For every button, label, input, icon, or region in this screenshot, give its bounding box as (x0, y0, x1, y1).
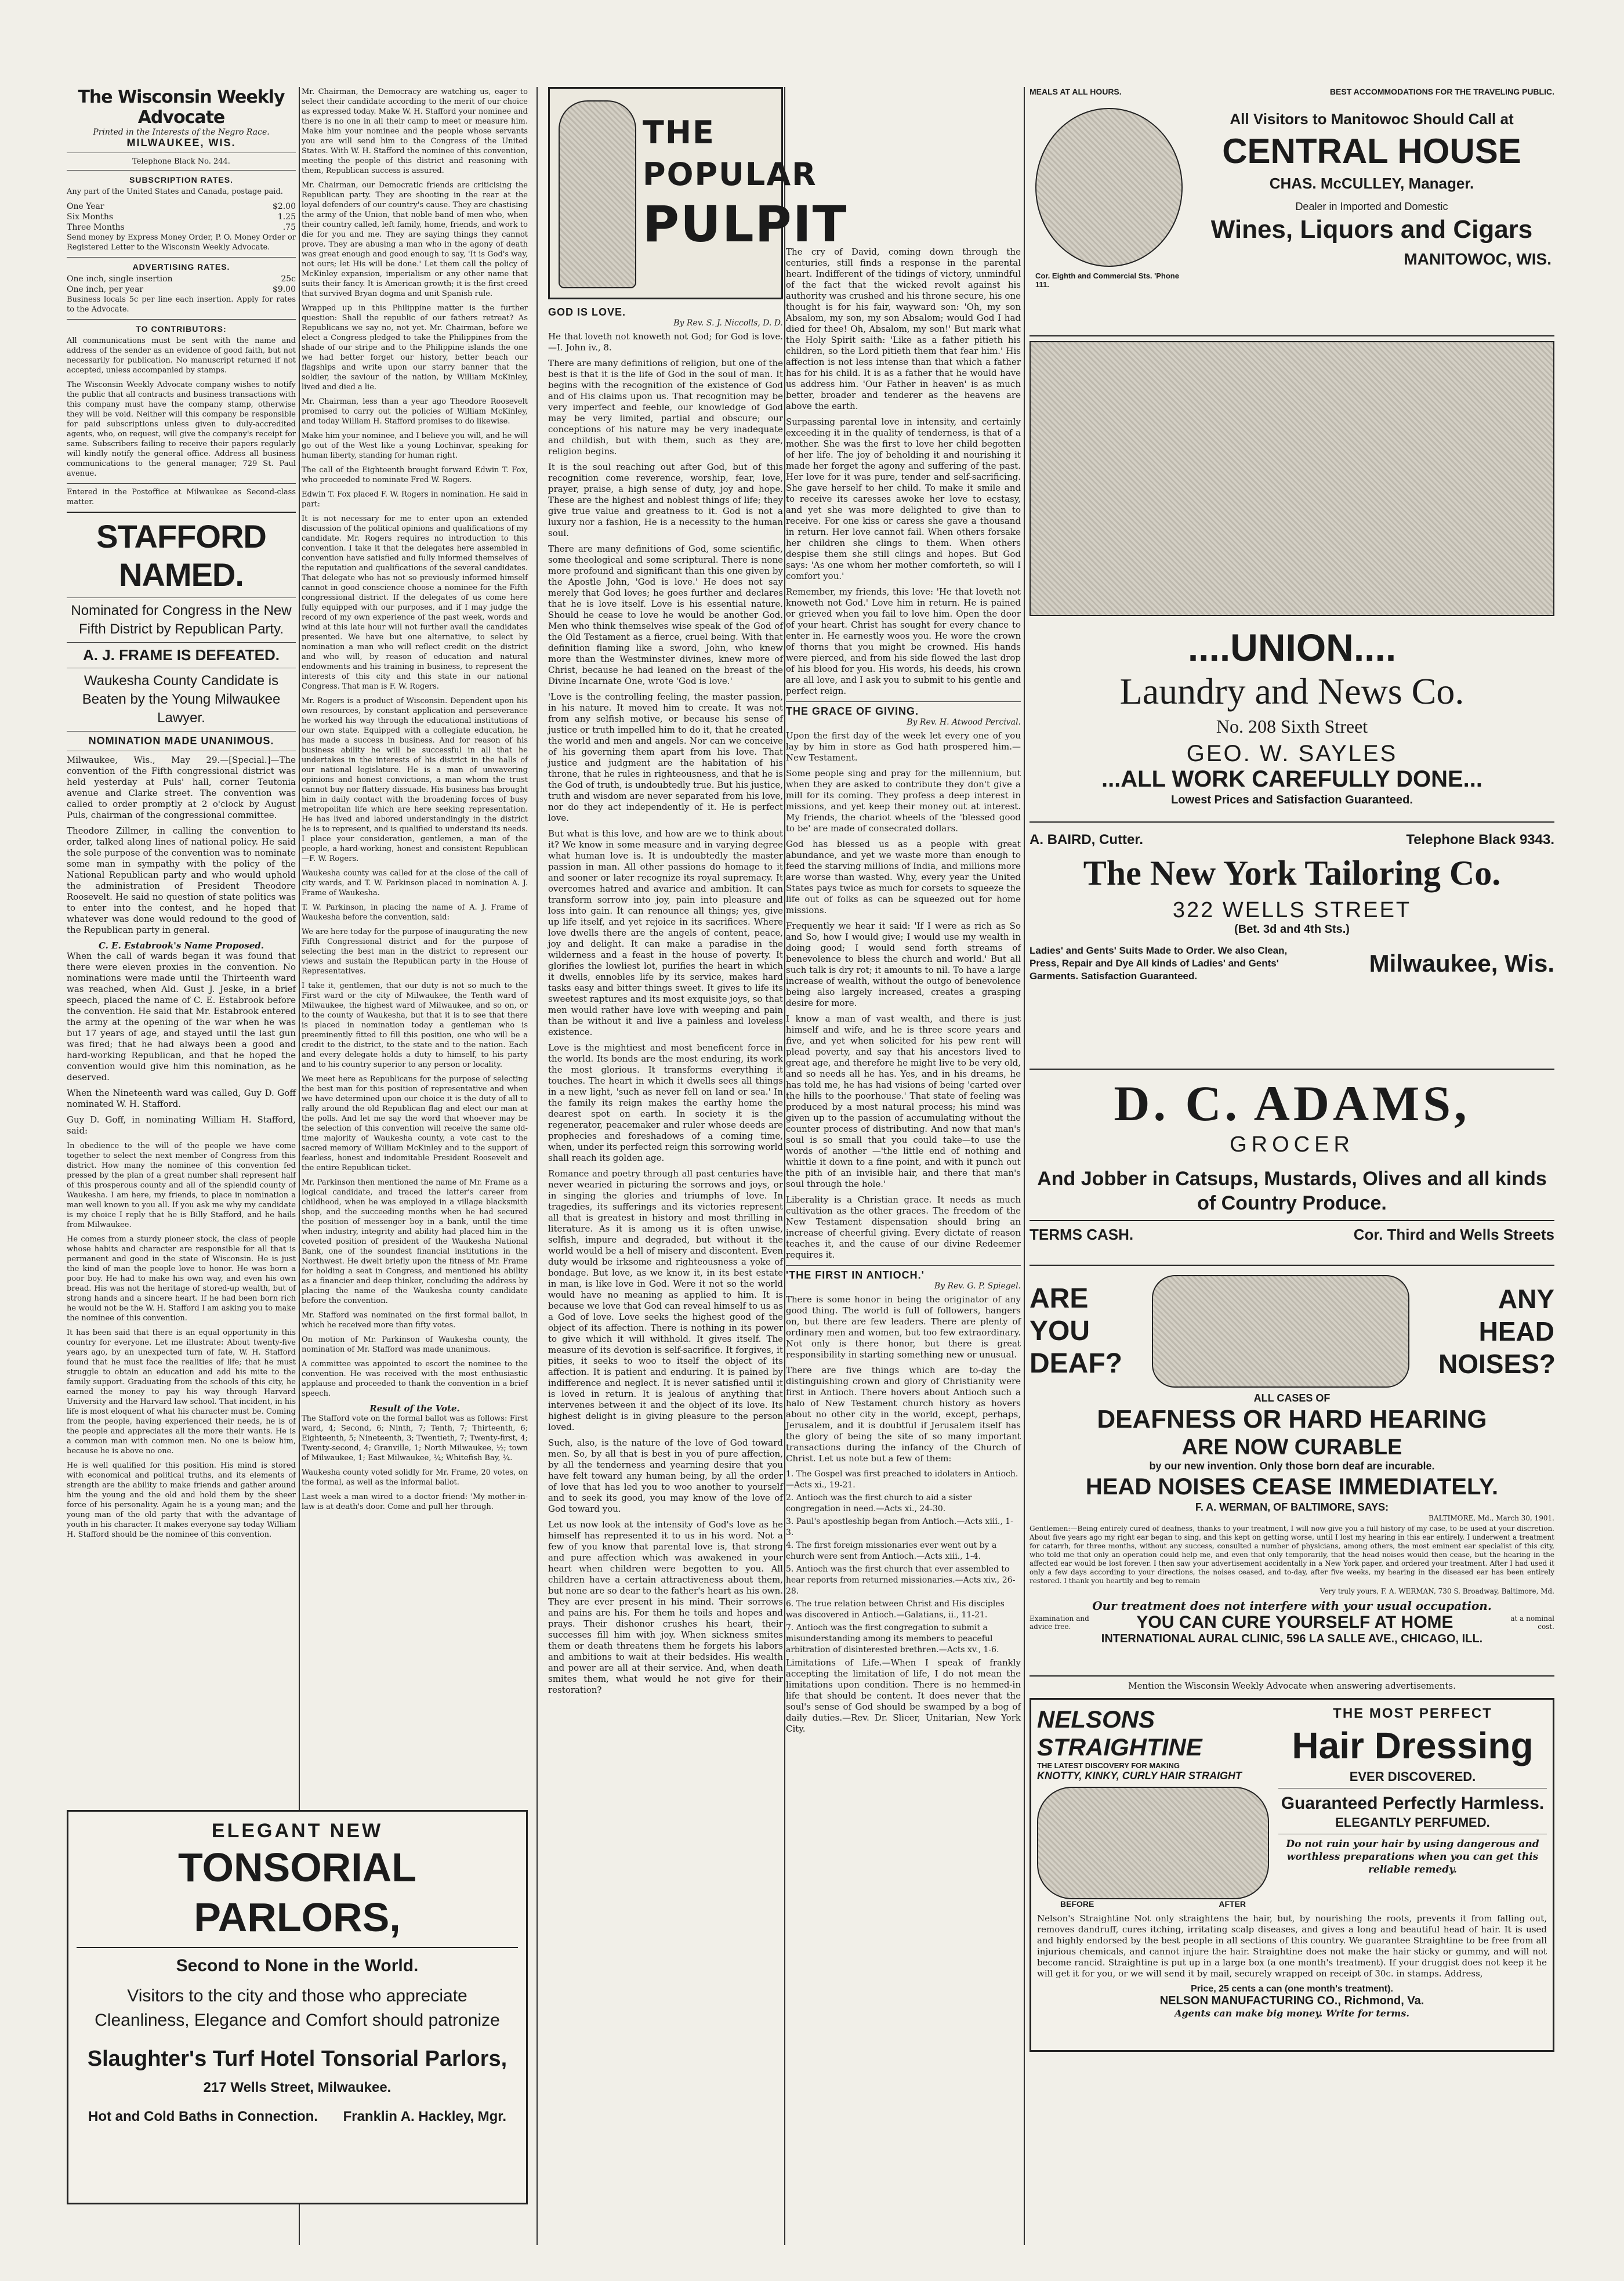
ad-line: TERMS CASH. (1030, 1226, 1134, 1243)
sermon-title: GOD IS LOVE. (548, 306, 626, 318)
ad-mention: Mention the Wisconsin Weekly Advocate when answering advertisements. (1128, 1681, 1456, 1691)
advertising-note: Business locals 5c per line each insertion. Apply for rates to the Advocate. (67, 295, 296, 314)
ad-line: THE MOST PERFECT (1333, 1706, 1492, 1721)
contributors (67, 324, 296, 513)
list-item: 1. The Gospel was first preached to idolaters in Antioch.—Acts xi., 19-21. (786, 1469, 1018, 1490)
sermon-paragraph: Let us now look at the intensity of God's love as he himself has represented it to us in his word. Not a few of you know that parental love is, that strong and pure affection which was awakened in your heart when children were begotten to you. All children have a certain attractiveness about them, but none are so dear to the father's heart as his own. They are ever present in his mind. Their sorrows and pains are his. For them he toils and hopes and prays. Their dishonor crushes his heart, their successes fill him with joy. When sickness smites them or death threatens them he forgets his labors and ambitions to wait at their bedsides. His wealth and power are all at their service. And, when death smites them, what would he not give for their restoration? (548, 1519, 783, 1695)
rate-row: Three Months .75 (67, 223, 296, 232)
ad-line: AFTER (1219, 1899, 1246, 1909)
stafford-article (67, 517, 296, 1540)
hair-dressing-ad (1030, 1698, 1554, 2052)
union-laundry-ad (1030, 341, 1554, 817)
article-paragraph: Guy D. Goff, in nominating William H. Stafford, said: (67, 1114, 296, 1136)
ad-line: CENTRAL HOUSE (1222, 132, 1521, 171)
ad-line: BEST ACCOMMODATIONS FOR THE TRAVELING PUBLIC. (1329, 87, 1554, 96)
ad-line: Very truly yours, F. A. WERMAN, 730 S. Broadway, Baltimore, Md. (1320, 1587, 1554, 1595)
ad-line: GROCER (1230, 1132, 1354, 1157)
ad-line: INTERNATIONAL AURAL CLINIC, 596 LA SALLE AVE., CHICAGO, ILL. (1101, 1632, 1483, 1645)
article-paragraph: Waukesha county was called for at the close of the call of city wards, and T. W. Parkinson placed in nomination A. J. Frame of Waukesha. (302, 869, 528, 897)
article-paragraph: On motion of Mr. Parkinson of Waukesha county, the nomination of Mr. Stafford was made unanimous. (302, 1335, 528, 1354)
column-5-ads (1030, 87, 1554, 2245)
sermon-paragraph: There are five things which are to-day the distinguishing crown and glory of Christianity were first in Antioch. There hovers about Antioch such a halo of New Testament church history as hovers about no other city in the world, except, perhaps, Jerusalem, and it is doubtful if Jerusalem itself has the glory of being the site of so many important transactions during the infancy of the Church of Christ. Let us note but a few of them: (786, 1365, 1021, 1464)
ad-line: Visitors to the city and those who appreciate Cleanliness, Elegance and Comfort should patronize (95, 1986, 500, 2030)
ad-line: 322 WELLS STREET (1172, 898, 1412, 922)
ad-line: No. 208 Sixth Street (1216, 716, 1368, 737)
ad-line: F. A. WERMAN, OF BALTIMORE, SAYS: (1195, 1501, 1389, 1513)
article-paragraph: Theodore Zillmer, in calling the convention to order, talked along lines of national policy. He said the sole purpose of the convention was to nominate some man in sympathy with the policy of the National Republican party and who would uphold the administration of President Theodore Roosevelt. He said no question of state politics was to enter into the contest, and he hoped that whatever was done would redound to the good of the Republican party in general. (67, 825, 296, 935)
article-paragraph: T. W. Parkinson, in placing the name of A. J. Frame of Waukesha before the convention, said: (302, 903, 528, 922)
ad-line: Lowest Prices and Satisfaction Guaranteed. (1171, 794, 1413, 806)
ad-line: And Jobber in Catsups, Mustards, Olives and all kinds of Country Produce. (1037, 1168, 1547, 1214)
before-after-illustration (1037, 1787, 1269, 1899)
rate-row: One Year $2.00 (67, 202, 296, 211)
ad-line: Our treatment does not interfere with your usual occupation. (1092, 1599, 1492, 1613)
article-paragraph: Mr. Chairman, less than a year ago Theodore Roosevelt promised to carry out the policies of William McKinley, and today William H. Stafford promises to do likewise. (302, 397, 528, 426)
article-paragraph: He comes from a sturdy pioneer stock, the class of people whose habits and character are responsible for all that is permanent and good in the state of Wisconsin. He is just the kind of man the people love to honor. He was born a poor boy. He had to make his own way, and even his own bread. His was not the heritage of stored-up wealth, but of strong hands and a sincere heart. If he had been born rich he would not be the W. H. Stafford I am asking you to make the nominee of this convention. (67, 1235, 296, 1323)
ad-letter: Gentlemen:—Being entirely cured of deafness, thanks to your treatment, I will now give you a full history of my case, to be used at your discretion. About five years ago my right ear began to sing, and this kept on getting worse, until I lost my hearing in this ear entirely. I underwent a treatment for catarrh, for three months, without any success, consulted a number of physicians, among others, the most eminent ear specialist of this city, who told me that only an operation could help me, and even that only temporarily, that the head noises would then cease, but the hearing in the affected ear would be lost forever. I then saw your advertisement accidentally in a New York paper, and ordered your treatment. After I had used it only a few days according to your directions, the noises ceased, and to-day, after five weeks, my hearing in the diseased ear has been entirely restored. I thank you heartily and beg to remain (1030, 1525, 1554, 1585)
subscription-rates (67, 175, 296, 258)
article-deck: Waukesha County Candidate is Beaten by the Young Milwaukee Lawyer. (82, 673, 281, 726)
ad-line: ANY HEAD NOISES? (1438, 1284, 1556, 1379)
sermon-title: THE GRACE OF GIVING. (786, 705, 919, 717)
sermon-paragraph: Frequently we hear it said: 'If I were as rich as So and So, how I would give; I would use my wealth in doing good; I would send forth streams of benevolence to bless the church and world.' But all such talk is dry rot; it amounts to nil. To have a large increase of wealth, without the outgo of benevolence being also largely increased, creates a grasping desire for more. (786, 921, 1021, 1008)
popular-pulpit-banner (548, 87, 848, 299)
sermon-paragraph: There are many definitions of religion, but one of the best is that it is the life of God in the soul of man. It begins with the recognition of the existence of God and of His claims upon us. That recognition may be very imperfect and feeble, our knowledge of God may be very limited, partial and obscure; our conceptions of his nature may be very inadequate and childish, but with them, such as they are, religion begins. (548, 358, 783, 457)
article-paragraph: I take it, gentlemen, that our duty is not so much to the First ward or the city of Milwaukee, the Tenth ward of Milwaukee, the highest ward of Milwaukee, and so on, or to the county of Waukesha, but that it is to see that there is placed in nomination today a gentleman who is preeminently fitted to fill this position, one who will be a credit to the district, to the state and to the nation. Each and every delegate holds a duty to himself, to his party and to his country superior to any person or locality. (302, 982, 528, 1069)
sermon-paragraph: It is the soul reaching out after God, but of this recognition come reverence, worship, fear, love, prayer, praise, a high sense of duty, joy and hope. These are the highest and noblest things of life; they give true value and greatness to it. God is not a luxury nor a fashion, He is a necessity to the human soul. (548, 462, 783, 538)
ad-line: Second to None in the World. (176, 1956, 419, 1975)
sermon-paragraph: Upon the first day of the week let every one of you lay by him in store as God hath prospered him.—New Testament. (786, 730, 1021, 763)
article-deck: NOMINATION MADE UNANIMOUS. (88, 735, 274, 747)
pulpit-title: THE POPULAR PULPIT (643, 114, 848, 254)
ad-line: by our new invention. Only those born deaf are incurable. (1149, 1460, 1435, 1472)
adams-grocer-ad (1030, 1074, 1554, 1260)
article-paragraph: Last week a man wired to a doctor friend: 'My mother-in-law is at death's door. Come and pull her through. (302, 1493, 528, 1511)
article-paragraph: Edwin T. Fox placed F. W. Rogers in nomination. He said in part: (302, 490, 528, 509)
ad-line: ARE YOU DEAF? (1030, 1283, 1122, 1379)
ad-line: HEAD NOISES CEASE IMMEDIATELY. (1085, 1474, 1499, 1500)
ad-line: BALTIMORE, Md., March 30, 1901. (1429, 1514, 1554, 1522)
ad-line: ...ALL WORK CAREFULLY DONE... (1101, 766, 1483, 792)
ad-line: 217 Wells Street, Milwaukee. (203, 2080, 392, 2095)
sermon-byline: By Rev. G. P. Spiegel. (934, 1281, 1021, 1291)
ad-line: (Bet. 3d and 4th Sts.) (1234, 923, 1350, 936)
ad-line: Milwaukee, Wis. (1369, 950, 1554, 977)
subscription-note: Send money by Express Money Order, P. O. Money Order or Registered Letter to the Wisconsin Weekly Advocate. (67, 233, 296, 252)
preacher-illustration (559, 100, 636, 288)
masthead (67, 87, 296, 171)
ad-line: A. BAIRD, Cutter. (1030, 832, 1144, 848)
article-paragraph: Make him your nominee, and I believe you will, and he will go out of the West like a young Lochinvar, speaking for human liberty, standing for human right. (302, 432, 528, 460)
sermon-paragraph: He that loveth not knoweth not God; for God is love.—I. John iv., 8. (548, 331, 783, 353)
article-headline: STAFFORD NAMED. (96, 518, 266, 593)
ad-line: Hot and Cold Baths in Connection. (88, 2109, 318, 2124)
article-paragraph: Waukesha county voted solidly for Mr. Frame, 20 votes, on the formal, as well as the informal ballot. (302, 1468, 528, 1487)
subscription-heading: SUBSCRIPTION RATES. (129, 175, 233, 184)
sermon-paragraph: There is some honor in being the originator of any good thing. The world is full of followers, hangers on, but there are few leaders. There are plenty of ordinary men and women, but too few extraordinary. Not only is there honor, but there is great responsibility in starting something new or unusual. (786, 1294, 1021, 1360)
article-deck: Nominated for Congress in the New Fifth District by Republican Party. (71, 603, 292, 637)
column-rule (1024, 87, 1025, 2245)
rate-row: One inch, single insertion 25c (67, 274, 296, 284)
ad-footer (77, 2109, 518, 2125)
sermon-paragraph: There are many definitions of God, some scientific, some theological and some scriptural. There is none more profound and significant than this one given by the Apostle John, 'God is love.' He does not say merely that God loves; he goes further and declares that he is love itself. Love is his essential nature. Should he cease to love he would be another God. Men who think themselves wise speak of the God of the Old Testament as a fierce, cruel being. With that definition flaming like a sword, John, who knew more than the Westminster divines, knew more of Christ, because he had leaned on the breast of the Divine Incarnate One, wrote 'God is love.' (548, 544, 783, 686)
sermon-paragraph: Such, also, is the nature of the love of God toward men. So, by all that is best in you of pure affection, by all the tenderness and yearning desire that you have felt toward any human being, by all the order of love that has led you to woo another to yourself and to seek its good, you may know of the love of God toward you. (548, 1438, 783, 1514)
sermon-paragraph: God has blessed us as a people with great abundance, and yet we waste more than enough to feed the starving millions of India, and millions more are worse than wasted. Why, every year the United States pays twice as much for corsets to squeeze the life out of folks as can be squeezed out for home missions. (786, 839, 1021, 915)
contributors-para: The Wisconsin Weekly Advocate company wishes to notify the public that all contracts and business transactions with this company must have the company stamp, otherwise they will be void. Neither will this company be responsible for paid subscriptions unless given to duly-accredited agents, who, on request, will give the company's receipt for same. Subscribers failing to receive their papers regularly will kindly notify the general office. Address all business communications to the general manager, 729 St. Paul avenue. (67, 381, 296, 478)
sermon-paragraph: But what is this love, and how are we to think about it? We know in some measure and in varying degree what human love is. It is undoubtedly the master passion in man. All other passions do homage to it and sooner or later recognize its royal supremacy. It overcomes hatred and avarice and ambition. It can transform sorrow into joy, pain into pleasure and loss into gain. It can renounce all things; yes, give up life itself, and yet rejoice in its sacrifices. Where love dwells there are the angels of content, peace, joy and delight. It can make a paradise in the wilderness and a feast in the house of poverty. It glorifies the lowliest lot, purifies the heart in which it dwells, ennobles life by its service, makes hard tasks easy and bitter things sweet. It gives to life its sweetest raptures and its most exquisite joys, so that men would rather have love with weeping and pain than be without it and live a painless and loveless existence. (548, 828, 783, 1037)
sermon-paragraph: Romance and poetry through all past centuries have never wearied in picturing the sorrows and joys, or in singing the glories and triumphs of love. In tragedies, its sufferings and its victories represent all that is greatest in history and most thrilling in literature. As it is among us it is often unwise, selfish, impure and degraded, but without it the world would be a hell of misery and discontent. Even duty would be irksome and righteousness a yoke of bondage. But love, as we know it, in its best estate in man, is like love in God. Were it not so the world would have no meaning as applied to him. It is because we love that God can reveal himself to us as a God of love. Love seeks the highest good of the object of its affection. There is nothing in its power to give which it will withhold. It gives itself. The measure of its devotion is self-sacrifice. It forgives, it pities, it seeks to woo to itself the object of its affection. It is patient and enduring. It is pained by indifference and neglect. It is never satisfied until it is loved in return. It is jealous of anything that intervenes between it and the object of its love. Its highest delight is in giving pleasure to the person loved. (548, 1168, 783, 1432)
tailoring-ad (1030, 827, 1554, 1064)
article-paragraph: Mr. Chairman, the Democracy are watching us, eager to select their candidate according to the merit of our choice as expressed today. Make W. H. Stafford your nominee and there is no one in all their camp to meet or measure him. Make him your nominee and the people whose servants you are will send him to the Congress of the United States. With W. H. Stafford the nominee of this convention, meeting the people of this district and reasoning with them, Republican success is assured. (302, 88, 528, 175)
article-paragraph: We meet here as Republicans for the purpose of selecting the best man for this position of representative and when we have determined upon our choice it is the duty of all to rally around the old Republican flag and elect our man at the polls. And let me say the word that whoever may be the selection of this convention will receive the same old-time majority of Waukesha county, a vote cast to the sacred memory of William McKinley and to the support of fearless, honest and indomitable President Roosevelt and the entire Republican ticket. (302, 1075, 528, 1172)
article-paragraph: He is well qualified for this position. His mind is stored with economical and political truths, and its elements of strength are the ability to make friends and gather around him the young and the old and hold them by the sheer force of his personality. Again he is a young man; and the young man of the old party that with the advantage of youth in his character. It makes everyone say today William H. Stafford should be the nominee of this convention. (67, 1461, 296, 1539)
sermon-paragraph: The cry of David, coming down through the centuries, still finds a response in the parental heart. Indifferent of the tidings of victory, unmindful of the fact that the wicked revolt against his authority was crushed and his throne secure, his one thought is for his fair, wayward son: 'Oh, my son Absalom, my son, my son Absalom; would God I had died for thee! Oh, Absalom, my son!' But mark what the Holy Spirit saith: 'Like as a father pitieth his children, so the Lord pitieth them that fear him.' His affection is not less intense than that which a father has for his child. It is as a father that he would have us address him. 'Our Father in heaven' is as much better, broader and tenderer as the heavens are above the earth. (786, 247, 1021, 411)
list-item: 5. Antioch was the first church that ever assembled to hear reports from returned missionaries.—Acts xiv., 26-28. (786, 1565, 1016, 1596)
article-subhead: Result of the Vote. (369, 1403, 460, 1414)
rate-row: Six Months 1.25 (67, 212, 296, 222)
article-paragraph: When the Nineteenth ward was called, Guy D. Goff nominated W. H. Stafford. (67, 1088, 296, 1109)
article-paragraph: Mr. Rogers is a product of Wisconsin. Dependent upon his own resources, by constant application and perseverance he worked his way through the educational institutions of our own state. Equipped with a collegiate education, he has made a success in business. And for reason of his business ability he will be successful in all that he undertakes in the interests of his district in the halls of our national legislature. He is a man of unwavering opinions and honest convictions, a man whom the trust cannot buy nor flattery dissuade. His business has brought him in daily contact with the broadening forces of busy metropolitan life which are here seeking representation. He has lived and labored understandingly in the district he is to represent, and is qualified to understand its needs. I place your consideration, gentlemen, a man of the people, a hard-working, honest and consistent Republican—F. W. Rogers. (302, 697, 528, 863)
column-rule (536, 87, 538, 2245)
advertising-rates (67, 262, 296, 320)
article-paragraph: It has been said that there is an equal opportunity in this country for everyone. Let me illustrate: About twenty-five years ago, by an unexpected turn of fate, W. H. Stafford found that he must face the realities of life; that he must struggle to obtain an education and add his mite to the family support. Graduating from the schools of this city, he earned the money to pay his way through Harvard University and the Harvard law school. That incident, in his life is most eloquent of what his character must be. Coming from the people, having experienced their needs, he is of the people and appreciates all the more their wants. He is a common man with common men. No one is below him, because he is above no one. (67, 1328, 296, 1456)
ad-line: YOU CAN CURE YOURSELF AT HOME (1136, 1613, 1453, 1632)
list-item: 2. Antioch was the first church to aid a sister congregation in need.—Acts xi., 24-30. (786, 1493, 972, 1514)
article-paragraph: Mr. Parkinson then mentioned the name of Mr. Frame as a logical candidate, and traced the latter's career from childhood, when he was employed in a village blacksmith shop, and the succeeding months when he had secured the position of messenger boy in a bank, until the time when industry, integrity and ability had placed him in the coveted position of president of the Waukesha National Bank, one of the soundest financial institutions in the Northwest. He dwelt briefly upon the fitness of Mr. Frame for holding a seat in Congress, and mentioned his ability as a financier and deep thinker, concluding the address by placing the name of the Waukesha county candidate before the convention. (302, 1178, 528, 1305)
ears-illustration (1152, 1275, 1409, 1388)
ad-line: Laundry and News Co. (1119, 671, 1464, 712)
article-paragraph: Mr. Stafford was nominated on the first formal ballot, in which he received more than fifty votes. (302, 1311, 528, 1330)
ad-line: KNOTTY, KINKY, CURLY HAIR STRAIGHT (1037, 1770, 1242, 1782)
column-1 (67, 87, 296, 1544)
masthead-title: The Wisconsin Weekly Advocate (78, 87, 285, 128)
ad-line: The New York Tailoring Co. (1083, 854, 1501, 892)
subscription-intro: Any part of the United States and Canada, postage paid. (67, 187, 283, 196)
ad-line: at a nominal cost. (1510, 1614, 1554, 1631)
masthead-city: MILWAUKEE, WIS. (126, 137, 236, 149)
contributors-heading: TO CONTRIBUTORS: (136, 324, 227, 334)
list-item: 7. Antioch was the first congregation to submit a misunderstanding among its members to peaceful arbitration of disinterested brethren.—Acts xv., 1-6. (786, 1623, 999, 1654)
ad-line: THE LATEST DISCOVERY FOR MAKING (1037, 1761, 1180, 1770)
postoffice-note: Entered in the Postoffice at Milwaukee as Second-class matter. (67, 488, 296, 506)
ad-line: NELSON MANUFACTURING CO., Richmond, Va. (1159, 1994, 1424, 2007)
ad-line: Examination and advice free. (1030, 1614, 1089, 1631)
central-house-ad (1030, 87, 1554, 331)
ad-line: ELEGANT NEW (211, 1820, 383, 1842)
ad-line: EVER DISCOVERED. (1349, 1769, 1476, 1784)
article-paragraph: Milwaukee, Wis., May 29.—[Special.]—The convention of the Fifth congressional district was held yesterday at Puls' hall, corner Teutonia avenue and Clarke street. The convention was called to order promptly at 2 o'clock by August Puls, chairman of the congressional committee. (67, 755, 296, 820)
ad-line: TONSORIAL PARLORS, (178, 1845, 416, 1940)
article-paragraph: The call of the Eighteenth brought forward Edwin T. Fox, who proceeded to nominate Fred W. Rogers. (302, 466, 528, 484)
ad-line: GEO. W. SAYLES (1186, 741, 1398, 766)
ad-line: Agents can make big money. Write for terms. (1174, 2008, 1409, 2019)
article-subhead: C. E. Estabrook's Name Proposed. (98, 940, 264, 951)
sermon-paragraph: Limitations of Life.—When I speak of frankly accepting the limitation of life, I do not mean the limitations upon condition. There is no hemmed-in life that should be content. It does never that the soul's sense of God should be swamped by a bog of daily duties.—Rev. Dr. Slicer, Unitarian, New York City. (786, 1657, 1021, 1734)
sermon-paragraph: Love is the mightiest and most beneficent force in the world. Its bonds are the most enduring, its work the most glorious. It transforms everything it touches. The heart in which it dwells sees all things in a new light, 'such as never fell on land or sea.' In the family its reign makes the earthy home the dearest spot on earth. In society it is the regenerator, peacemaker and ruler whose deeds are prophecies and foreshadows of a coming time, when, under its perfected reign this sorrowing world shall reach its golden age. (548, 1042, 783, 1163)
ad-line: ....UNION.... (1187, 626, 1397, 669)
sermon-paragraph: Some people sing and pray for the millennium, but when they are asked to contribute they don't give a mill for its coming. They profess a deep interest in missions, and yet keep their money out at interest. My friends, the chariot wheels of the 'blessed good to be' are made of consecrated dollars. (786, 768, 1021, 834)
column-rule (784, 87, 785, 2245)
ad-line: CHAS. McCULLEY, Manager. (1269, 175, 1474, 192)
ad-line: NELSONS STRAIGHTINE (1037, 1706, 1202, 1761)
ad-line: All Visitors to Manitowoc Should Call at (1230, 110, 1514, 128)
ad-line: MANITOWOC, WIS. (1404, 250, 1552, 268)
article-paragraph: It is not necessary for me to enter upon an extended discussion of the political opinions and qualifications of my candidate. Mr. Rogers requires no introduction to this convention. I take it that the delegates here assembled in convention have satisfied and fully informed themselves of the reputation and qualifications of the several candidates. That delegate who has not so previously informed himself cannot in good conscience choose a nominee for the Fifth congressional district. If the delegates of us come here fully equipped with our purposes, and if I may judge the record of my own experience of the past week, words and wind at this late hour will not further avail the candidates presented. We have but one alternative, to select by nomination a man who will reflect credit on the district and who will, by reason of education and natural endowments and his training in business, to represent the interests of this city and this state in our national Congress. That man is F. W. Rogers. (302, 515, 528, 691)
column-3 (548, 87, 848, 2245)
ad-line: Cor. Eighth and Commercial Sts. 'Phone 111. (1035, 271, 1179, 289)
sermon-paragraph: Remember, my friends, this love: 'He that loveth not knoweth not God.' Love him in return. He is pained or grieved when you fail to love him. Open the door of your heart. Christ has sought for every chance to enter in. He earnestly woos you. He wore the crown of thorns that you might be crowned. His hands were pierced, and from his side flowed the last drop of his blood for you. His words, his deeds, his crown are all love, and I ask you to submit to his gentle and perfect reign. (786, 586, 1021, 696)
contributors-para: All communications must be sent with the name and address of the sender as an evidence of good faith, but not necessarily for publication. No manuscript returned if not accepted, unless accompanied by stamps. (67, 336, 296, 375)
ad-line: DEAFNESS OR HARD HEARING (1097, 1405, 1487, 1433)
sermon-paragraph: Surpassing parental love in intensity, and certainly exceeding it in the quality of tenderness, is that of a mother. She was the first to love her child begotten of her life. The joy of beholding it and nourishing it made her forget the agony and suffering of the past. Her love for it was pure, tender and self-sacrificing. She gave herself to her child. To make it smile and to receive its caresses awoke her love to ecstasy, and yet she was more delighted to give than to receive. For one kiss or caress she gave a thousand in return. Her love cannot fail. When others forsake her children she clings to them. When others despise them she still clings and hopes. But God says: 'As one whom her mother comforteth, so will I comfort you.' (786, 417, 1021, 581)
sermon-title: 'THE FIRST IN ANTIOCH.' (786, 1269, 925, 1281)
ad-line: Ladies' and Gents' Suits Made to Order. We also Clean, Press, Repair and Dye All kinds of Ladies' and Gents' Garments. Satisfaction Guaranteed. (1030, 945, 1288, 982)
tonsorial-ad (67, 1810, 528, 2204)
ad-line: BEFORE (1060, 1899, 1094, 1909)
article-paragraph: We are here today for the purpose of inaugurating the new Fifth Congressional district and for the purpose of selecting the best man in the district to represent our views and sustain the Republican party in the House of Representatives. (302, 928, 528, 976)
masthead-telephone: Telephone Black No. 244. (132, 157, 230, 166)
sermon-byline: By Rev. H. Atwood Percival. (907, 718, 1021, 727)
article-paragraph: When the call of wards began it was found that there were eleven proxies in the convention. No nominations were made until the Thirteenth ward was reached, when Ald. Gust J. Jeske, in a brief speech, placed the name of C. E. Estabrook before the convention. He said that Mr. Estabrook entered the army at the opening of the war when he was but 17 years of age, and stayed until the last gun was fired; that he had always been a good and hard-working Republican, and that he hoped the convention would give him this nomination, as he deserved. (67, 951, 296, 1082)
article-paragraph: A committee was appointed to escort the nominee to the convention. He was received with the most enthusiastic applause and proceeded to thank the convention in a brief speech. (302, 1360, 528, 1398)
ad-line: Guaranteed Perfectly Harmless. (1281, 1794, 1545, 1813)
deafness-ad (1030, 1270, 1554, 1671)
article-paragraph: Mr. Chairman, our Democratic friends are criticising the Republican party. They are shooting in the rear at the loyal defenders of our country's cause. They are chastising the army of the Union, that noble band of men who, when their country called, left family, home, friends, and work to die for you and me. They are saying things they cannot prove. They are abusing a man who in the agony of death was great enough and good enough to say, 'It is God's way, not ours; let His will be done.' Let them call the policy of McKinley expansion, imperialism or any other name that suits their fancy. It is American growth; it is the first creed that survived Bryan dogma and unit Spanish rule. (302, 181, 528, 298)
ad-line: MEALS AT ALL HOURS. (1030, 87, 1122, 96)
ad-line: Dealer in Imported and Domestic (1295, 201, 1448, 212)
article-paragraph: The Stafford vote on the formal ballot was as follows: First ward, 4; Second, 6; Ninth, 7; Tenth, 7; Thirteenth, 6; Eighteenth, 5; Nineteenth, 3; Twentieth, 7; Twenty-first, 4; Twenty-second, 4; Granville, 1; North Milwaukee, ½; town of Milwaukee, 1; East Milwaukee, ¾; Whitefish Bay, ¾. (302, 1414, 528, 1462)
advertising-heading: ADVERTISING RATES. (132, 262, 230, 271)
column-4 (786, 247, 1021, 2242)
laundry-interior-photo (1030, 341, 1554, 616)
sermon-paragraph: 'Love is the controlling feeling, the master passion, in his nature. It moved him to create. It was not from any selfish motive, or because his sense of justice or truth impelled him to do it, that he created the world and men and angels. Nor can we conceive of his governing them apart from his love. That justice and judgment are the habitation of his throne, that he rules in righteousness, and that he is the God of truth, is undoubtedly true. But his justice, truth and wisdom are never separated from his love, nor do they act independently of it. He is perfect love. (548, 691, 783, 823)
ad-line: Slaughter's Turf Hotel Tonsorial Parlors, (87, 2047, 507, 2071)
list-item: 6. The true relation between Christ and His disciples was discovered in Antioch.—Galatians, ii., 11-21. (786, 1599, 1005, 1620)
ad-line: Franklin A. Hackley, Mgr. (343, 2109, 506, 2124)
article-paragraph: In obedience to the will of the people we have come together to select the next member of Congress from this district. How many the nominee of this convention fed pressed by the plan of a great number shall represent half of this prosperous county and all of the splendid county of Waukesha. I am here, my friends, to place in nomination a man well known to you all. If you ask me why my candidate is my choice I reply that he is Billy Stafford, and he hails from Milwaukee. (67, 1142, 296, 1229)
ad-line: Do not ruin your hair by using dangerous and worthless preparations when you can get this reliable remedy. (1286, 1838, 1539, 1876)
masthead-subtitle: Printed in the Interests of the Negro Race. (93, 128, 270, 137)
sermon-paragraph: I know a man of vast wealth, and there is just himself and wife, and he is three score years and five, and yet when solicited for his pew rent will plead poverty, and say that his ancestors lived to great age, and therefore he might live to be very old, and so needs all he has. Yes, and in his dreams, he has told me, he has had visions of being 'carted over the hills to the poorhouse.' That state of feeling was produced by a most natural process; his mind was given up to the passion of accumulating without the counter process of distributing. And now that man's soul is so small that you could take—to use the words of another —'the little end of nothing and whittle it down to a fine point, and with it punch out the pith of an invisible hair, and there that man's soul through the hole.' (786, 1013, 1021, 1189)
manager-portrait (1035, 108, 1183, 267)
article-paragraph: Wrapped up in this Philippine matter is the further question: Shall the republic of our fathers retreat? As Republicans we say no, not yet. Mr. Chairman, before we elect a Congress pledged to take the Philippines from the shade of our stripe and to the Philippine islands the one we had better forget our history, better beach our flagships and write upon our starry banner that the soldier, the saviour of the nation, by William McKinley, lived and died a lie. (302, 304, 528, 392)
ad-line: Wines, Liquors and Cigars (1210, 215, 1533, 244)
ad-line: ARE NOW CURABLE (1181, 1435, 1402, 1460)
ad-body: Nelson's Straightine Not only straightens the hair, but, by nourishing the roots, prevents it from falling out, removes dandruff, cures itching, irritating scalp diseases, and gives a long and beautiful head of hair. It is used and highly endorsed by the best people in all sections of this country. We guarantee Straightine to be free from all injurious chemicals, and cannot injure the hair. Straightine does not make the hair sticky or gummy, and will not become rancid. Straightine is put up in a large box (a one month's treatment). If your druggist does not keep it he will get it for you, or we will send it by mail, securely wrapped on receipt of 30c. in stamps. Address, (1037, 1913, 1547, 1979)
list-item: 4. The first foreign missionaries ever went out by a church were sent from Antioch.—Acts xiii., 1-4. (786, 1541, 997, 1561)
list-item: 3. Paul's apostleship began from Antioch.—Acts xiii., 1-3. (786, 1517, 1013, 1537)
sermon-byline: By Rev. S. J. Niccolls, D. D. (673, 318, 783, 328)
rate-row: One inch, per year $9.00 (67, 285, 296, 294)
article-deck: A. J. FRAME IS DEFEATED. (83, 646, 280, 664)
ad-line: D. C. ADAMS, (1114, 1076, 1470, 1131)
ad-line: Hair Dressing (1292, 1725, 1534, 1766)
sermon-paragraph: Liberality is a Christian grace. It needs as much cultivation as the other graces. The freedom of the New Testament dispensation should bring an increase of cheerful giving. Every dictate of reason teaches it, and the cause of our divine Redeemer requires it. (786, 1194, 1021, 1260)
ad-line: ALL CASES OF (1253, 1392, 1331, 1404)
column-2 (302, 87, 528, 1804)
ad-line: Telephone Black 9343. (1406, 832, 1554, 848)
ad-line: ELEGANTLY PERFUMED. (1335, 1815, 1490, 1830)
ad-line: Cor. Third and Wells Streets (1353, 1226, 1554, 1243)
ad-line: Price, 25 cents a can (one month's treatment). (1191, 1984, 1393, 1994)
